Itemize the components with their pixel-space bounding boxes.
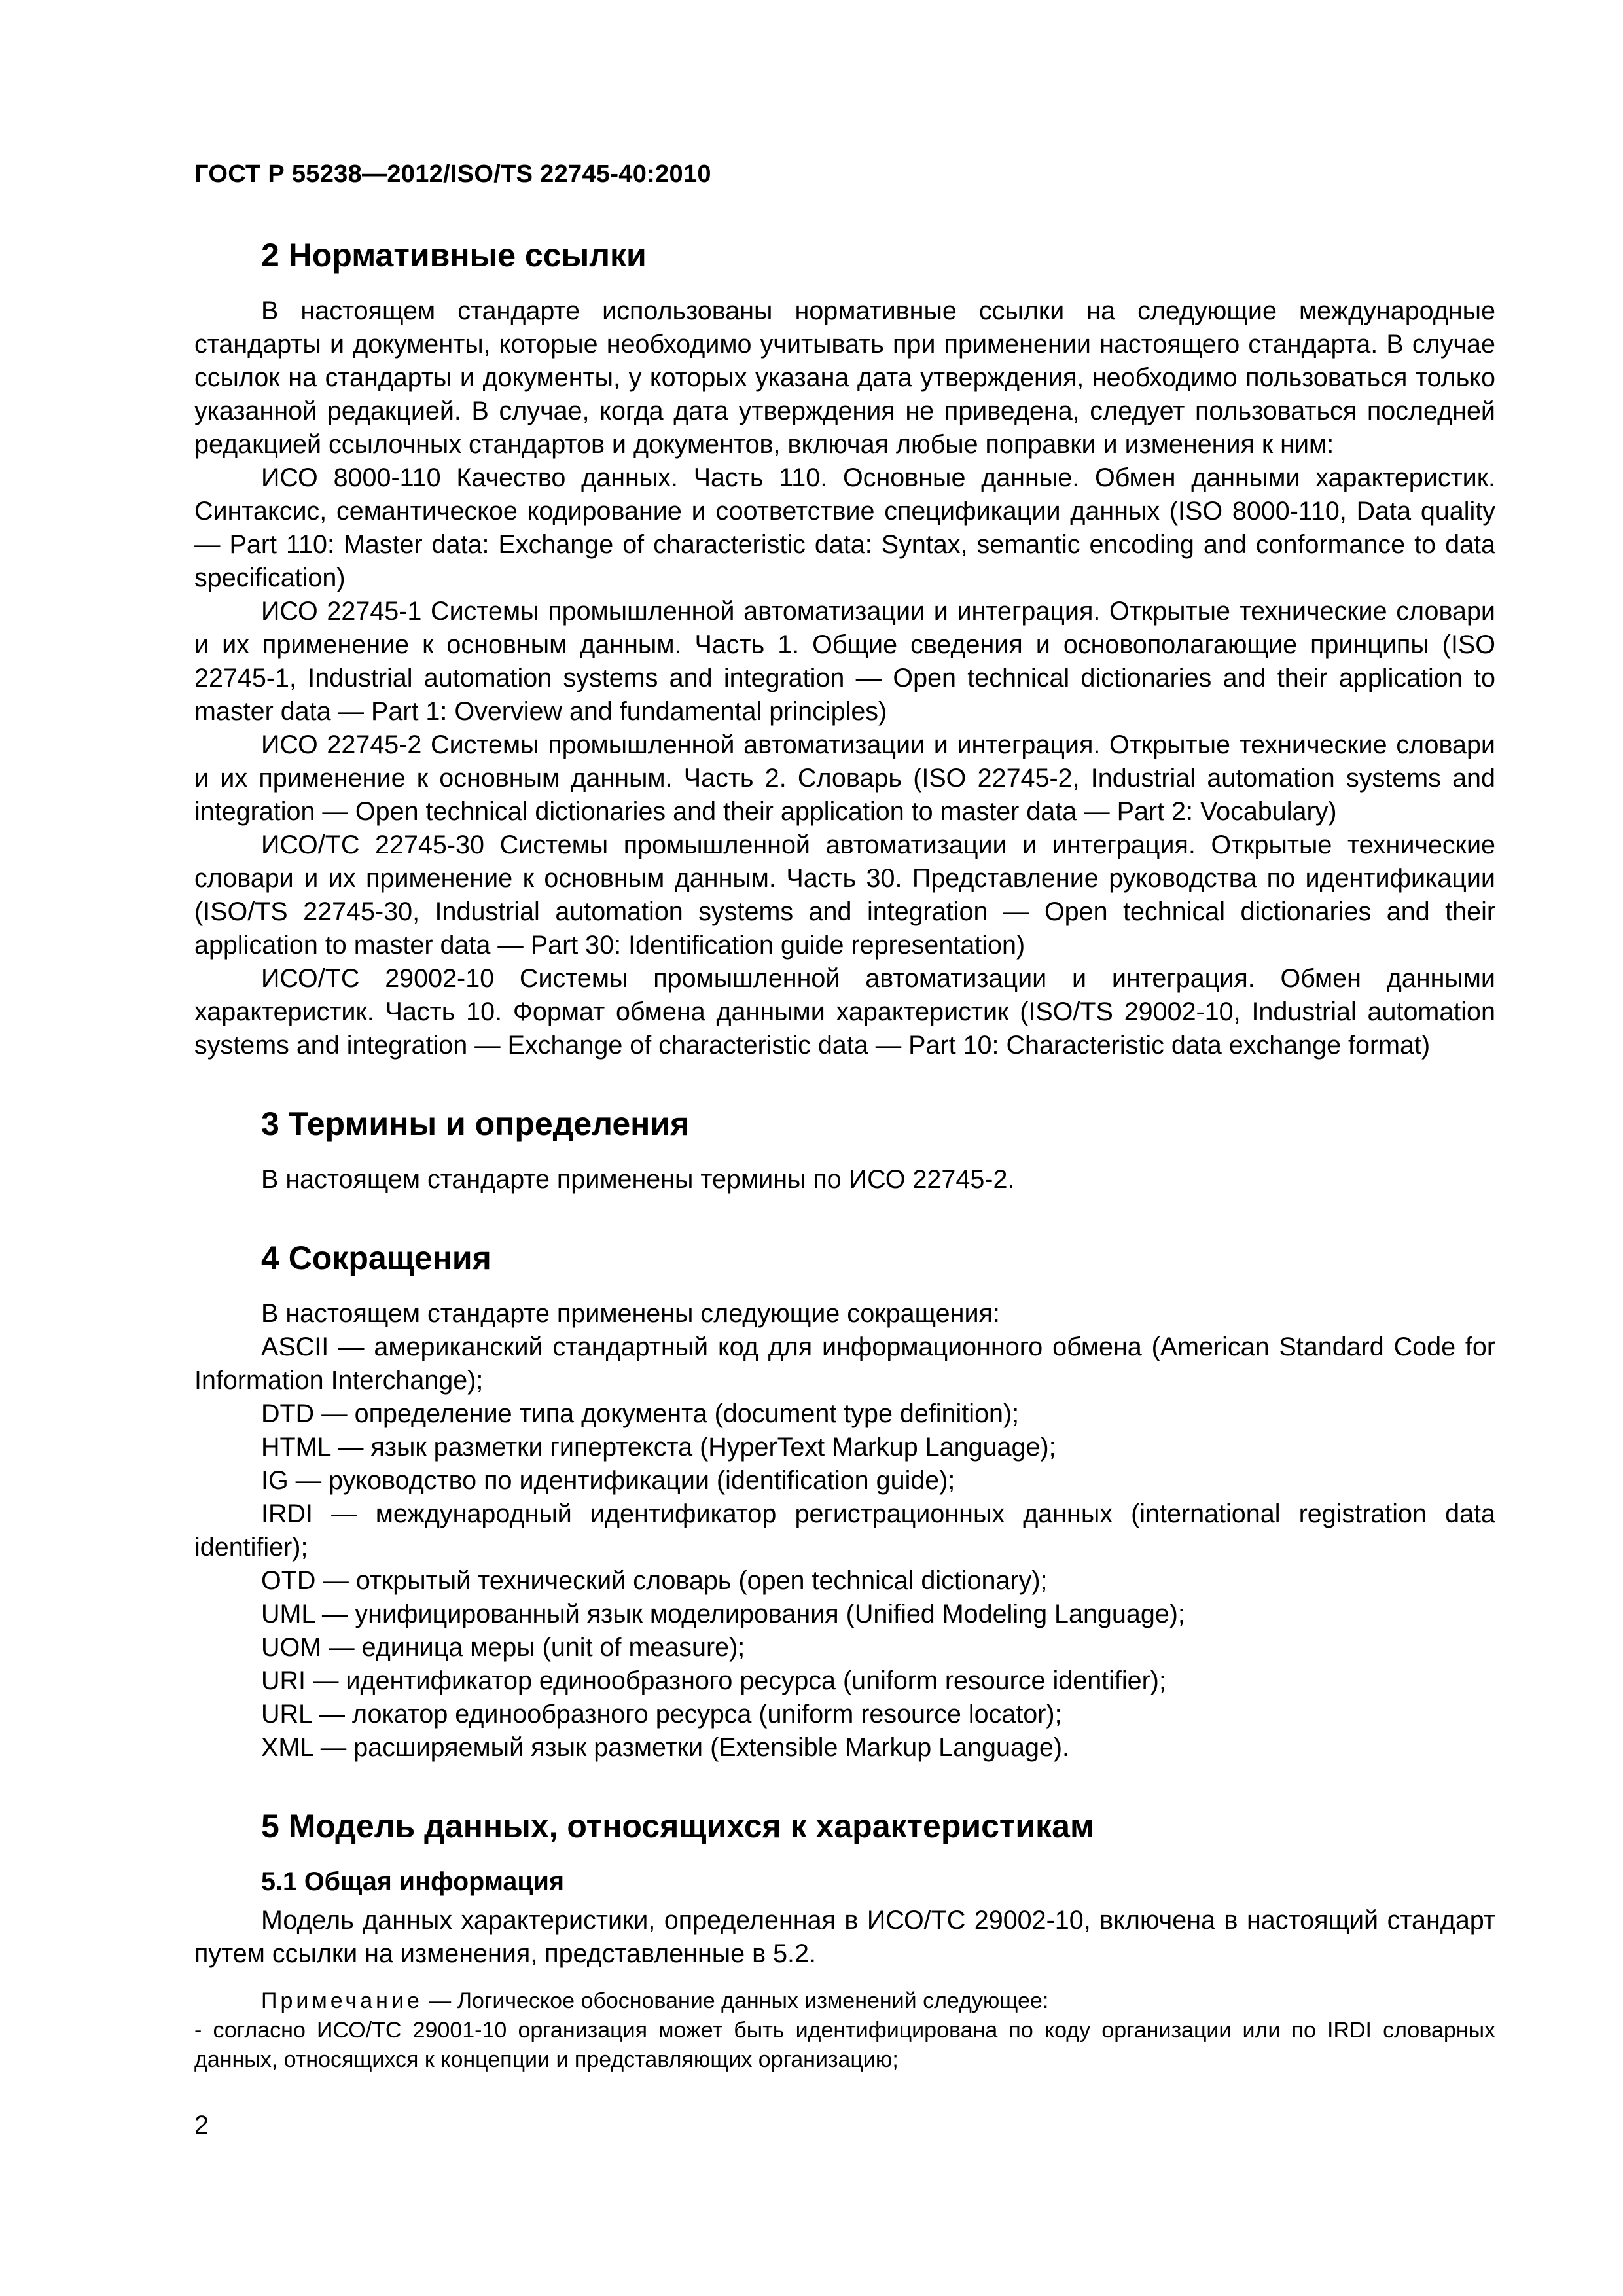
reference-item: ИСО 22745-2 Системы промышленной автоматизации и интеграция. Открытые технические словари и их применение к основным данным. Часть 2. Словарь (ISO 22745-2, Industrial automation systems and integration — Open technical dictionaries and their application to master data — Part 2: Vocabulary): [194, 730, 1495, 826]
paragraph: В настоящем стандарте применены термины по ИСО 22745-2.: [261, 1165, 1015, 1194]
paragraph: В настоящем стандарте использованы нормативные ссылки на следующие международные стандарты и документы, которые необходимо учитывать при применении настоящего стандарта. В случае ссылок на стандарты и документы, у которых указана дата утверждения, необходимо пользоваться только указанной редакцией. В случае, когда дата утверждения не приведена, следует пользоваться последней редакцией ссылочных стандартов и документов, включая любые поправки и изменения к ним:: [194, 296, 1495, 459]
abbreviation-item: ASCII — американский стандартный код для информационного обмена (American Standard Code for Information Interchange);: [194, 1333, 1495, 1395]
section-characteristic-data-model: [194, 1806, 1495, 2075]
page-content: [194, 236, 1495, 2075]
note-label: Примечание: [261, 1988, 423, 2013]
abbreviation-item: IG — руководство по идентификации (identification guide);: [261, 1466, 955, 1495]
section-title: 2 Нормативные ссылки: [261, 237, 647, 274]
abbreviation-item: UML — унифицированный язык моделирования (Unified Modeling Language);: [261, 1600, 1185, 1628]
reference-item: ИСО/ТС 22745-30 Системы промышленной автоматизации и интеграция. Открытые технические словари и их применение к основным данным. Часть 30. Представление руководства по идентификации (ISO/TS 22745-30, Industrial automation systems and integration — Open technical dictionaries and their application to master data — Part 30: Identification guide representation): [194, 831, 1495, 960]
abbreviation-item: IRDI — международный идентификатор регистрационных данных (international registration data identifier);: [194, 1499, 1495, 1562]
document-code-header: ГОСТ Р 55238—2012/ISO/TS 22745-40:2010: [194, 160, 711, 188]
section-title: 5 Модель данных, относящихся к характеристикам: [261, 1808, 1094, 1844]
note-intro: [194, 1986, 1495, 2016]
abbreviation-item: XML — расширяемый язык разметки (Extensible Markup Language).: [261, 1733, 1070, 1762]
note-block: [194, 1986, 1495, 2075]
abbreviation-item: URL — локатор единообразного ресурса (uniform resource locator);: [261, 1700, 1062, 1729]
paragraph: Модель данных характеристики, определенная в ИСО/ТС 29002-10, включена в настоящий стандарт путем ссылки на изменения, представленные в 5.2.: [194, 1906, 1495, 1968]
section-title: 3 Термины и определения: [261, 1105, 690, 1142]
reference-item: ИСО/ТС 29002-10 Системы промышленной автоматизации и интеграция. Обмен данными характеристик. Часть 10. Формат обмена данными характеристик (ISO/TS 29002-10, Industrial automation systems and integration — Exchange of characteristic data — Part 10: Characteristic data exchange format): [194, 964, 1495, 1060]
section-terms-definitions: [194, 1104, 1495, 1196]
paragraph: В настоящем стандарте применены следующие сокращения:: [261, 1299, 1000, 1328]
abbreviation-item: URI — идентификатор единообразного ресурса (uniform resource identifier);: [261, 1666, 1166, 1695]
reference-item: ИСО 8000-110 Качество данных. Часть 110. Основные данные. Обмен данными характеристик. Синтаксис, семантическое кодирование и соответствие спецификации данных (ISO 8000-110, Data quality — Part 110: Master data: Exchange of characteristic data: Syntax, semantic encoding and conformance to data specification): [194, 463, 1495, 592]
note-text: — Логическое обоснование данных изменений следующее:: [422, 1988, 1049, 2013]
section-normative-references: [194, 236, 1495, 1062]
page-number: 2: [194, 2111, 209, 2140]
reference-item: ИСО 22745-1 Системы промышленной автоматизации и интеграция. Открытые технические словари и их применение к основным данным. Часть 1. Общие сведения и основополагающие принципы (ISO 22745-1, Industrial automation systems and integration — Open technical dictionaries and their application to master data — Part 1: Overview and fundamental principles): [194, 597, 1495, 726]
section-title: 4 Сокращения: [261, 1240, 491, 1276]
abbreviation-item: OTD — открытый технический словарь (open technical dictionary);: [261, 1566, 1048, 1595]
abbreviation-item: HTML — язык разметки гипертекста (HyperText Markup Language);: [261, 1433, 1056, 1462]
section-abbreviations: [194, 1238, 1495, 1765]
note-item: - согласно ИСО/ТС 29001-10 организация может быть идентифицирована по коду организации или по IRDI словарных данных, относящихся к концепции и представляющих организацию;: [194, 2018, 1495, 2072]
subsection-title: 5.1 Общая информация: [261, 1867, 565, 1896]
abbreviation-item: DTD — определение типа документа (document type definition);: [261, 1399, 1020, 1428]
abbreviation-item: UOM — единица меры (unit of measure);: [261, 1633, 745, 1662]
